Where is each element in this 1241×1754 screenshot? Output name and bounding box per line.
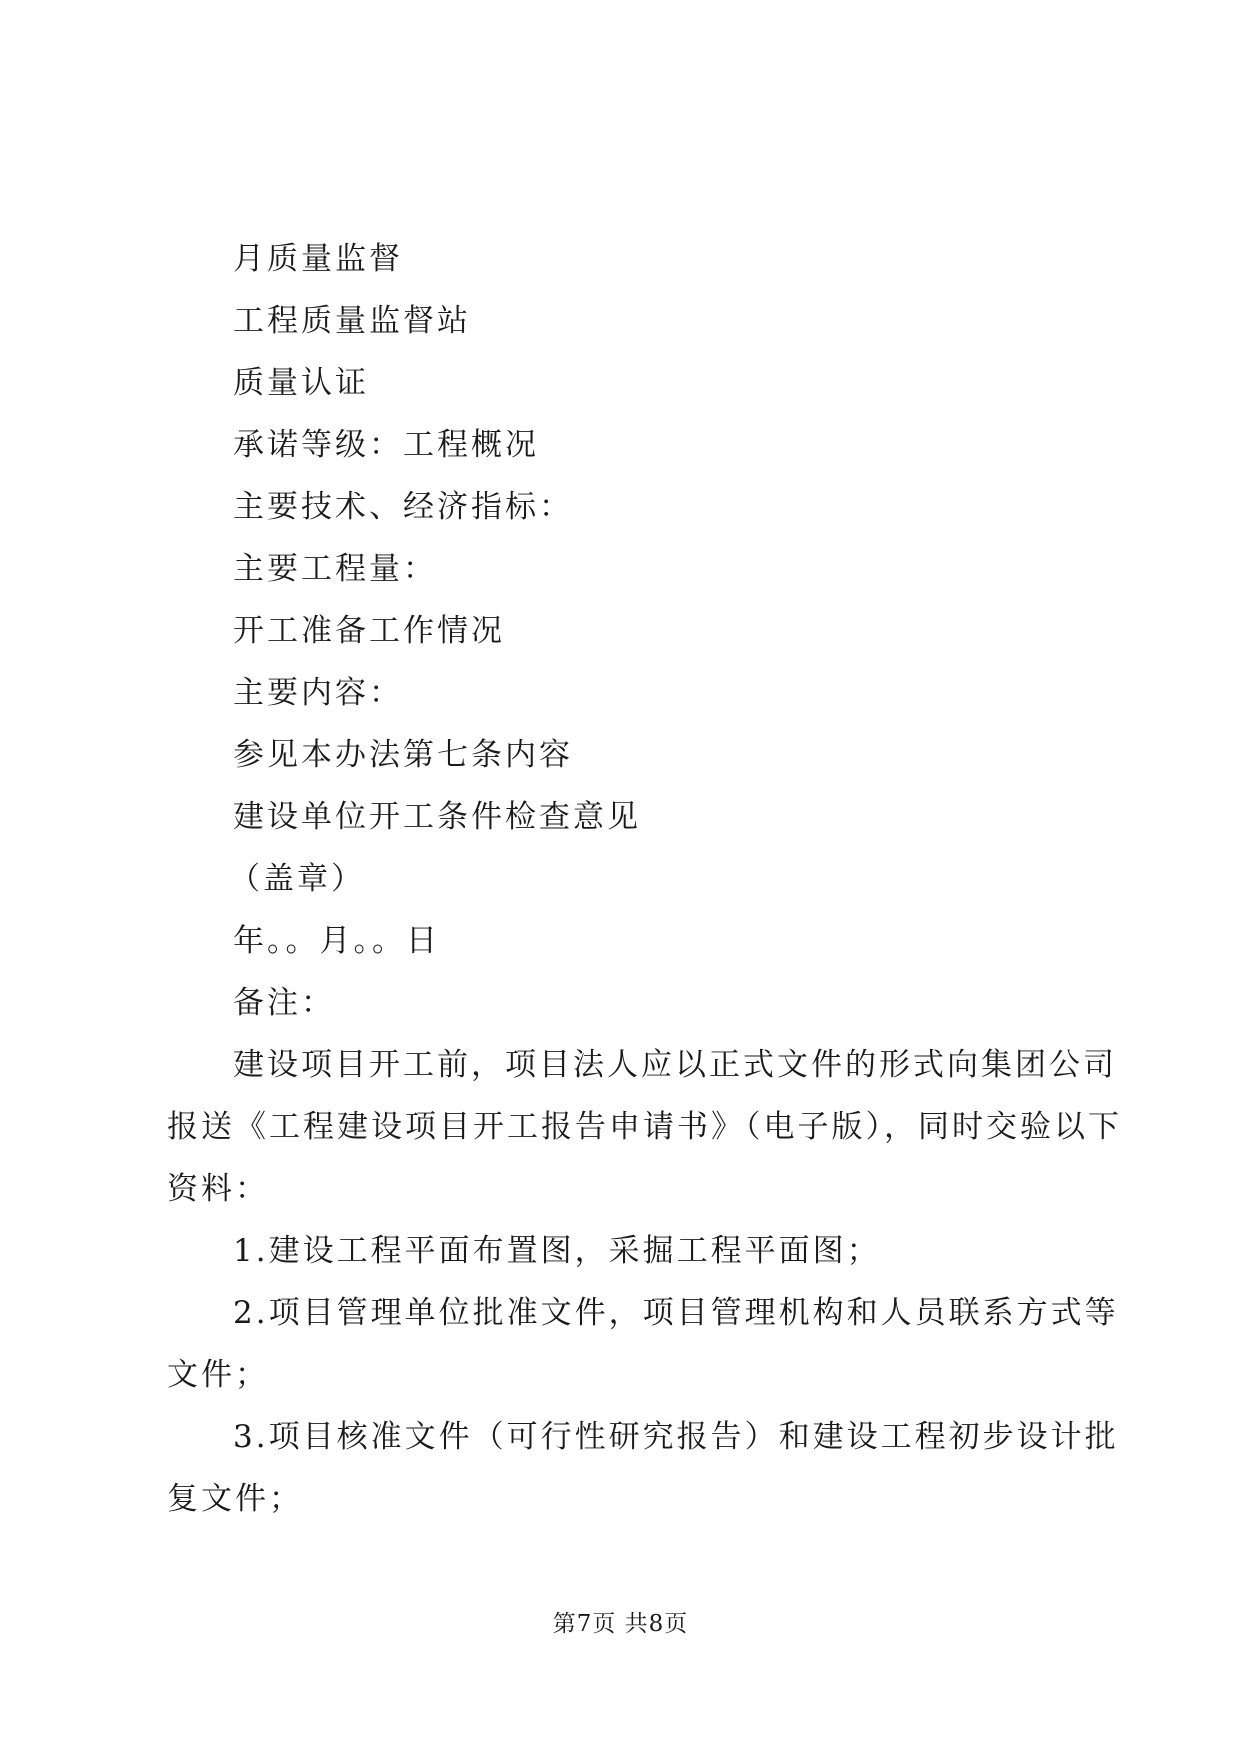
text-line: 承诺等级：工程概况 [233, 427, 539, 463]
text-line: 开工准备工作情况 [233, 613, 505, 649]
list-item-continuation: 文件； [167, 1357, 269, 1393]
text-line: 主要工程量： [233, 551, 437, 587]
paragraph-line: 报送《工程建设项目开工报告申请书》（电子版），同时交验以下 [167, 1109, 1122, 1145]
text-line: 工程质量监督站 [233, 303, 471, 339]
list-item-continuation: 复文件； [167, 1481, 303, 1517]
text-line: 主要技术、经济指标： [233, 489, 573, 525]
list-item: 3.项目核准文件（可行性研究报告）和建设工程初步设计批 [233, 1419, 1119, 1455]
paragraph-line: 建设项目开工前，项目法人应以正式文件的形式向集团公司 [233, 1047, 1117, 1083]
text-line: 质量认证 [233, 365, 369, 401]
text-line: 年。。月。。日 [233, 923, 440, 959]
text-line: 主要内容： [233, 675, 403, 711]
text-line: 建设单位开工条件检查意见 [233, 799, 641, 835]
text-line: 备注： [233, 985, 335, 1021]
list-item: 1.建设工程平面布置图，采掘工程平面图； [233, 1233, 881, 1269]
paragraph-line: 资料： [167, 1171, 269, 1207]
page-number: 第7页 共8页 [552, 1611, 689, 1637]
list-item: 2.项目管理单位批准文件，项目管理机构和人员联系方式等 [233, 1295, 1119, 1331]
text-line: 月质量监督 [233, 241, 403, 277]
text-line: （盖章） [229, 861, 365, 897]
text-line: 参见本办法第七条内容 [233, 737, 573, 773]
document-body [167, 228, 1122, 1530]
